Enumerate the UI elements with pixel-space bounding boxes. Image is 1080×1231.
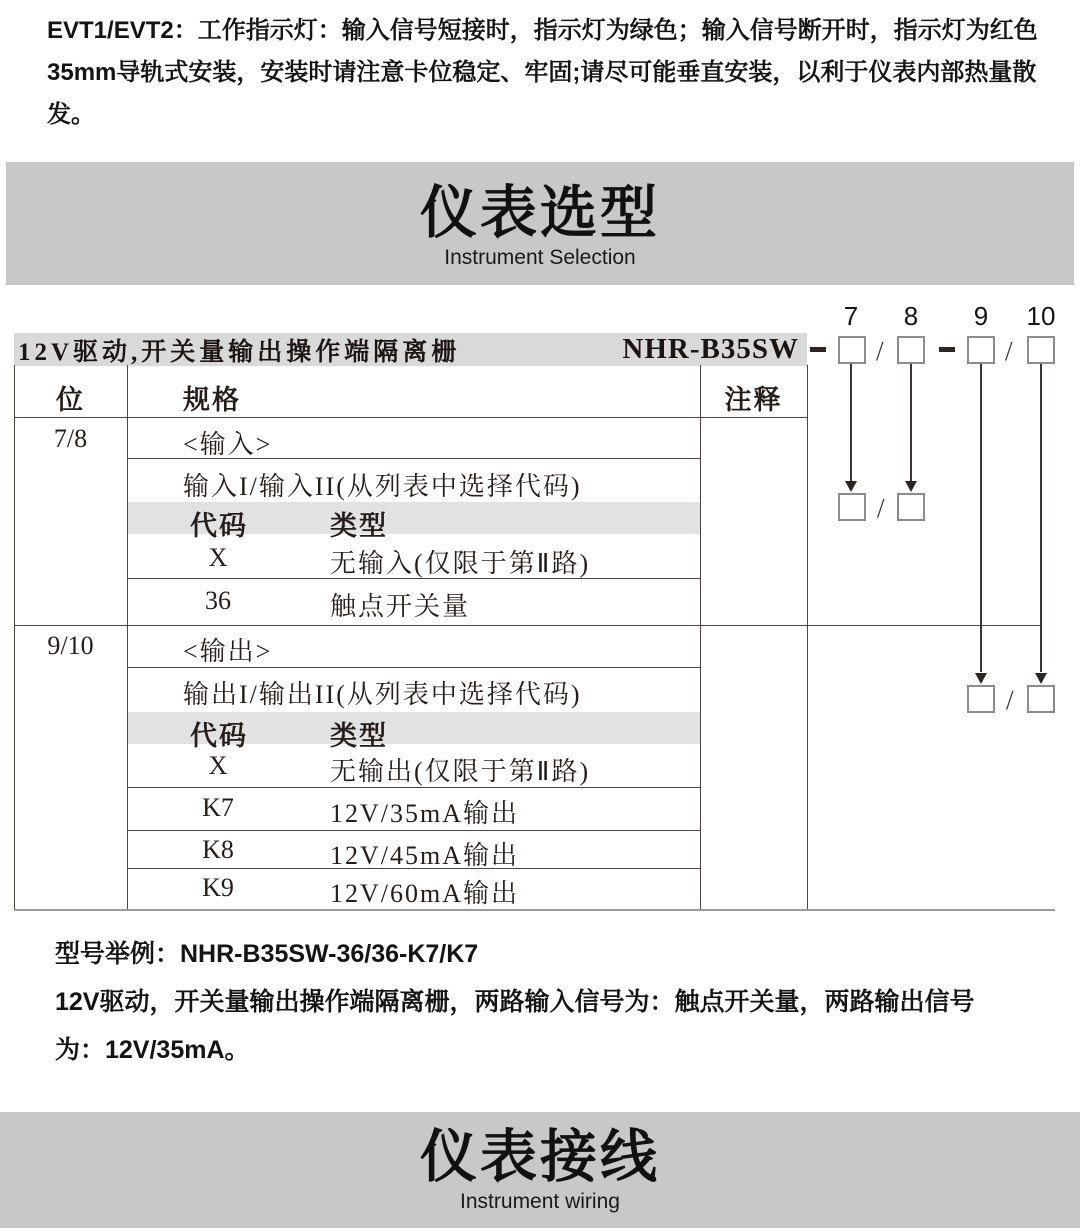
banner-title-cn: 仪表选型 [420,181,660,245]
code-value: X [208,543,228,572]
pointer-line [910,364,912,481]
position-label: 7/8 [53,424,88,453]
model-header-bar [14,333,807,366]
answer-box-9 [967,685,995,713]
code-value: X [208,751,228,780]
ordering-digit-9: 9 [973,301,989,331]
table-border [14,625,1041,626]
example-block [55,930,1045,1074]
dash-separator [810,347,826,352]
code-box-10 [1027,336,1055,364]
table-border [700,365,701,911]
type-value: 无输入(仅限于第Ⅱ路) [330,549,591,578]
banner-subtitle-en: Instrument wiring [460,1189,620,1213]
table-bottom-border [14,909,1055,911]
table-border [127,830,700,831]
type-header: 类型 [330,511,388,541]
arrow-down-icon [905,481,917,492]
code-header: 代码 [190,511,248,541]
answer-box-8 [897,493,925,521]
code-box-7 [838,336,866,364]
example-line-3: 为：12V/35mA。 [55,1036,250,1064]
arrow-down-icon [845,481,857,492]
model-number: NHR-B35SW [622,333,799,365]
model-description: 12V驱动,开关量输出操作端隔离栅 [18,338,461,366]
slash-separator: / [1005,336,1013,366]
col-header-note: 注释 [724,385,783,415]
answer-box-10 [1027,685,1055,713]
table-border [807,365,808,911]
pointer-line [850,364,852,481]
banner-title-cn: 仪表接线 [420,1125,660,1189]
type-value: 12V/45mA输出 [330,841,520,870]
code-box-8 [897,336,925,364]
type-value: 无输出(仅限于第Ⅱ路) [330,757,591,786]
pointer-line [980,364,982,672]
type-header: 类型 [330,721,388,751]
code-value: K7 [202,793,234,822]
slash-separator: / [1006,685,1014,715]
slash-separator: / [877,493,885,523]
intro-line-2: 35mm导轨式安装，安装时请注意卡位稳定、牢固;请尽可能垂直安装，以利于仪表内部热量散发。 [47,59,1037,128]
section-banner-selection [6,162,1074,285]
select-hint: 输入I/输入II(从列表中选择代码) [183,472,582,501]
banner-subtitle-en: Instrument Selection [444,245,636,269]
code-value: K9 [202,873,234,902]
answer-box-7 [838,493,866,521]
table-border [14,417,807,418]
section-banner-wiring [0,1112,1080,1228]
type-value: 12V/60mA输出 [330,879,520,908]
ordering-digit-7: 7 [843,301,859,331]
intro-paragraph [47,10,1047,136]
arrow-down-icon [975,673,987,684]
arrow-down-icon [1035,673,1047,684]
code-value: 36 [205,586,231,615]
example-line-1: 型号举例：NHR-B35SW-36/36-K7/K7 [55,940,479,968]
group-label: <输入> [183,430,273,459]
col-header-spec: 规格 [183,385,241,415]
select-hint: 输出I/输出II(从列表中选择代码) [183,680,582,709]
ordering-digit-8: 8 [903,301,919,331]
code-header: 代码 [190,721,248,751]
code-box-9 [967,336,995,364]
intro-line-1: EVT1/EVT2：工作指示灯：输入信号短接时，指示灯为绿色；输入信号断开时，指示灯为红色 [47,17,1038,44]
position-label: 9/10 [47,631,94,660]
type-value: 触点开关量 [330,592,471,621]
example-line-2: 12V驱动，开关量输出操作端隔离栅，两路输入信号为：触点开关量，两路输出信号 [55,988,975,1016]
code-value: K8 [202,835,234,864]
col-header-pos: 位 [56,385,85,415]
ordering-digit-10: 10 [1026,301,1056,331]
dash-separator [939,347,955,352]
pointer-line [1040,364,1042,672]
slash-separator: / [876,336,884,366]
group-label: <输出> [183,637,273,666]
type-value: 12V/35mA输出 [330,799,520,828]
